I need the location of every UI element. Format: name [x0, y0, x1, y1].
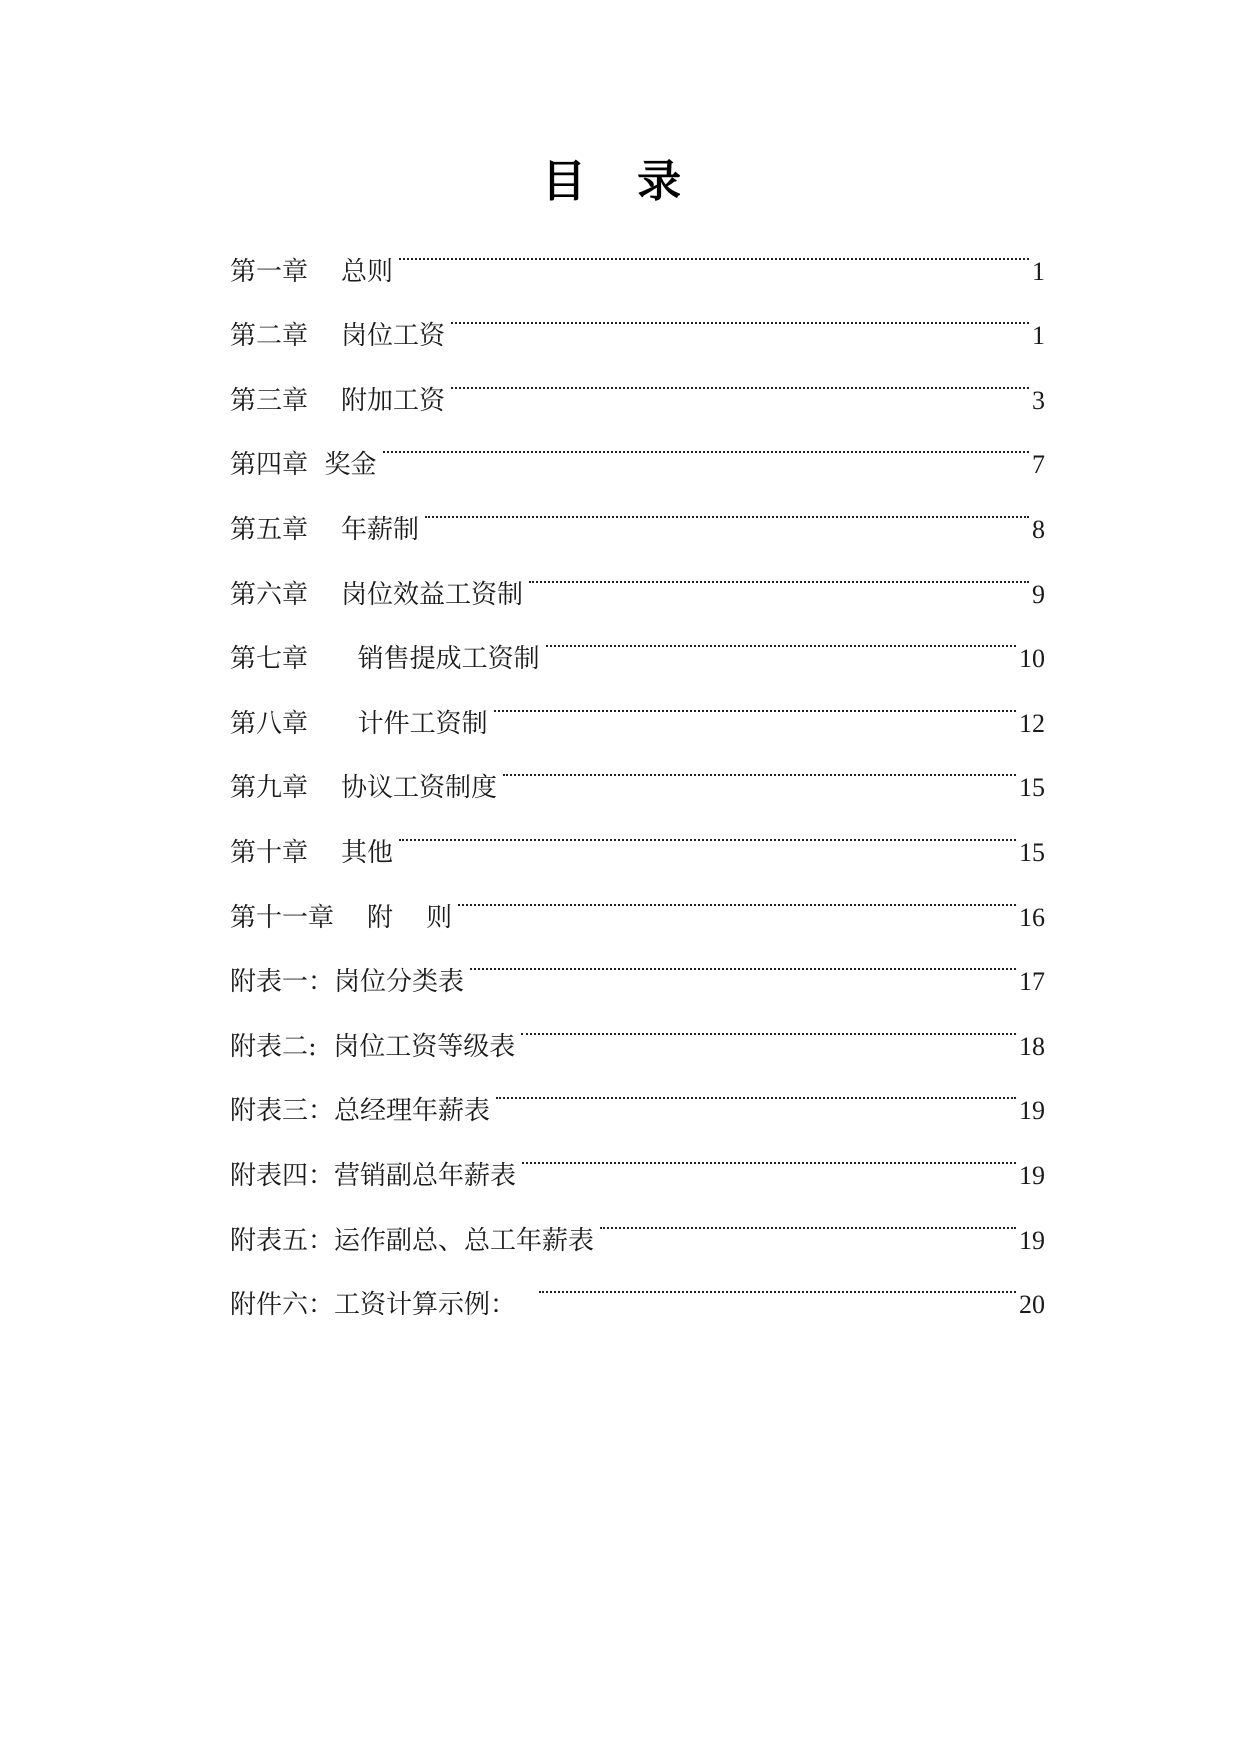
toc-entry-label: 附表一：岗位分类表	[230, 967, 465, 998]
dot-leader	[399, 796, 1016, 861]
dot-leader	[522, 1119, 1016, 1184]
dot-leader	[529, 538, 1029, 603]
toc-entry[interactable]	[230, 215, 1045, 287]
toc-entry-label: 第九章 协议工资制度	[230, 773, 498, 804]
toc-entry-page: 3	[1032, 385, 1045, 415]
toc-entry-label: 第七章 销售提成工资制	[230, 644, 540, 675]
toc-entry-page: 10	[1019, 644, 1045, 674]
dot-leader	[503, 732, 1016, 797]
toc-entry-page: 20	[1019, 1290, 1045, 1320]
dot-leader	[539, 1249, 1016, 1314]
dot-leader	[494, 667, 1016, 732]
toc-entry-label: 第四章 奖金	[230, 450, 377, 481]
dot-leader	[399, 215, 1029, 280]
toc-entry-page: 1	[1032, 256, 1045, 286]
toc-entry-label: 第十章 其他	[230, 837, 394, 868]
toc-entry-page: 1	[1032, 321, 1045, 351]
toc-entry-label: 第三章 附加工资	[230, 385, 446, 416]
toc-entry-page: 15	[1019, 773, 1045, 803]
toc-entry-page: 7	[1032, 450, 1045, 480]
toc-entry-page: 19	[1019, 1225, 1045, 1255]
toc-entry-label: 第六章 岗位效益工资制	[230, 579, 524, 610]
toc-entry-label: 第十一章 附 则	[230, 902, 453, 933]
dot-leader	[546, 603, 1016, 668]
dot-leader	[470, 926, 1016, 991]
dot-leader	[425, 473, 1029, 538]
dot-leader	[600, 1184, 1016, 1249]
toc-entry-page: 16	[1019, 902, 1045, 932]
toc-entry-page: 18	[1019, 1031, 1045, 1061]
toc-entry-label: 附表三：总经理年薪表	[230, 1096, 491, 1127]
toc-entry-label: 第二章 岗位工资	[230, 321, 446, 352]
toc-entry-label: 第一章 总则	[230, 256, 394, 287]
dot-leader	[383, 409, 1029, 474]
toc-entry-label: 附表四：营销副总年薪表	[230, 1160, 517, 1191]
toc-entry-page: 19	[1019, 1096, 1045, 1126]
toc-entry-page: 17	[1019, 967, 1045, 997]
toc-entry-page: 12	[1019, 708, 1045, 738]
toc-entry-label: 附表五：运作副总、总工年薪表	[230, 1225, 595, 1256]
dot-leader	[451, 344, 1029, 409]
dot-leader	[458, 861, 1016, 926]
dot-leader	[451, 280, 1029, 345]
toc-entry-label: 第五章 年薪制	[230, 514, 420, 545]
table-of-contents	[230, 215, 1045, 1321]
toc-title: 目 录	[541, 156, 700, 207]
dot-leader	[521, 990, 1016, 1055]
toc-entry-page: 15	[1019, 837, 1045, 867]
toc-entry-page: 19	[1019, 1160, 1045, 1190]
toc-entry-page: 8	[1032, 514, 1045, 544]
toc-entry-label: 附表二: 岗位工资等级表	[230, 1031, 516, 1062]
dot-leader	[496, 1055, 1016, 1120]
toc-entry-label: 第八章 计件工资制	[230, 708, 488, 739]
toc-entry-label: 附件六：工资计算示例：	[230, 1290, 533, 1321]
toc-entry-page: 9	[1032, 579, 1045, 609]
